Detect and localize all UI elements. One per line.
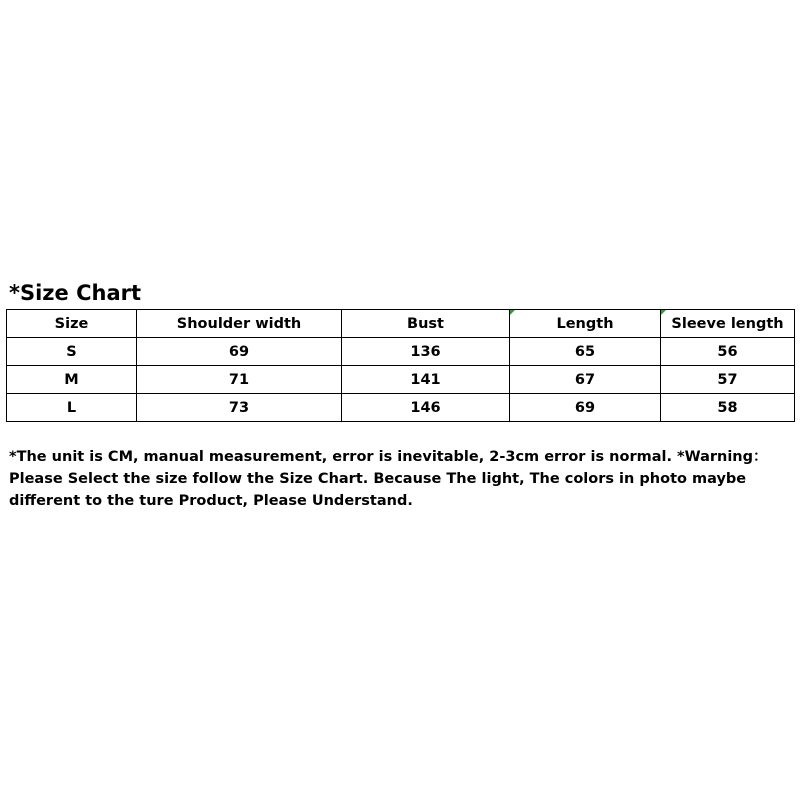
cell-sleeve-length: 56 [661, 338, 795, 366]
cell-length: 67 [510, 366, 661, 394]
cell-shoulder-width: 71 [137, 366, 342, 394]
cell-size: S [7, 338, 137, 366]
cell-length: 65 [510, 338, 661, 366]
cell-shoulder-width: 73 [137, 394, 342, 422]
cell-size: M [7, 366, 137, 394]
comment-marker-icon [661, 310, 666, 315]
cell-bust: 146 [342, 394, 510, 422]
cell-size: L [7, 394, 137, 422]
header-shoulder-width: Shoulder width [137, 310, 342, 338]
header-bust: Bust [342, 310, 510, 338]
header-sleeve-length [661, 310, 795, 338]
header-size: Size [7, 310, 137, 338]
size-chart-table [6, 309, 795, 422]
cell-sleeve-length: 58 [661, 394, 795, 422]
table-row [7, 394, 795, 422]
cell-sleeve-length: 57 [661, 366, 795, 394]
measurement-note: *The unit is CM, manual measurement, error is inevitable, 2-3cm error is normal. *Warning： Please Select the size follow the Size Chart. Because The light, The colors in photo maybe different to the ture Product, Please Understand. [9, 449, 768, 509]
table-row [7, 338, 795, 366]
header-length [510, 310, 661, 338]
cell-bust: 136 [342, 338, 510, 366]
comment-marker-icon [510, 310, 515, 315]
header-row [7, 310, 795, 338]
header-sleeve-length-label: Sleeve length [671, 315, 784, 332]
cell-bust: 141 [342, 366, 510, 394]
cell-shoulder-width: 69 [137, 338, 342, 366]
header-length-label: Length [556, 315, 614, 332]
cell-length: 69 [510, 394, 661, 422]
size-chart-title: *Size Chart [9, 281, 142, 305]
table-row [7, 366, 795, 394]
